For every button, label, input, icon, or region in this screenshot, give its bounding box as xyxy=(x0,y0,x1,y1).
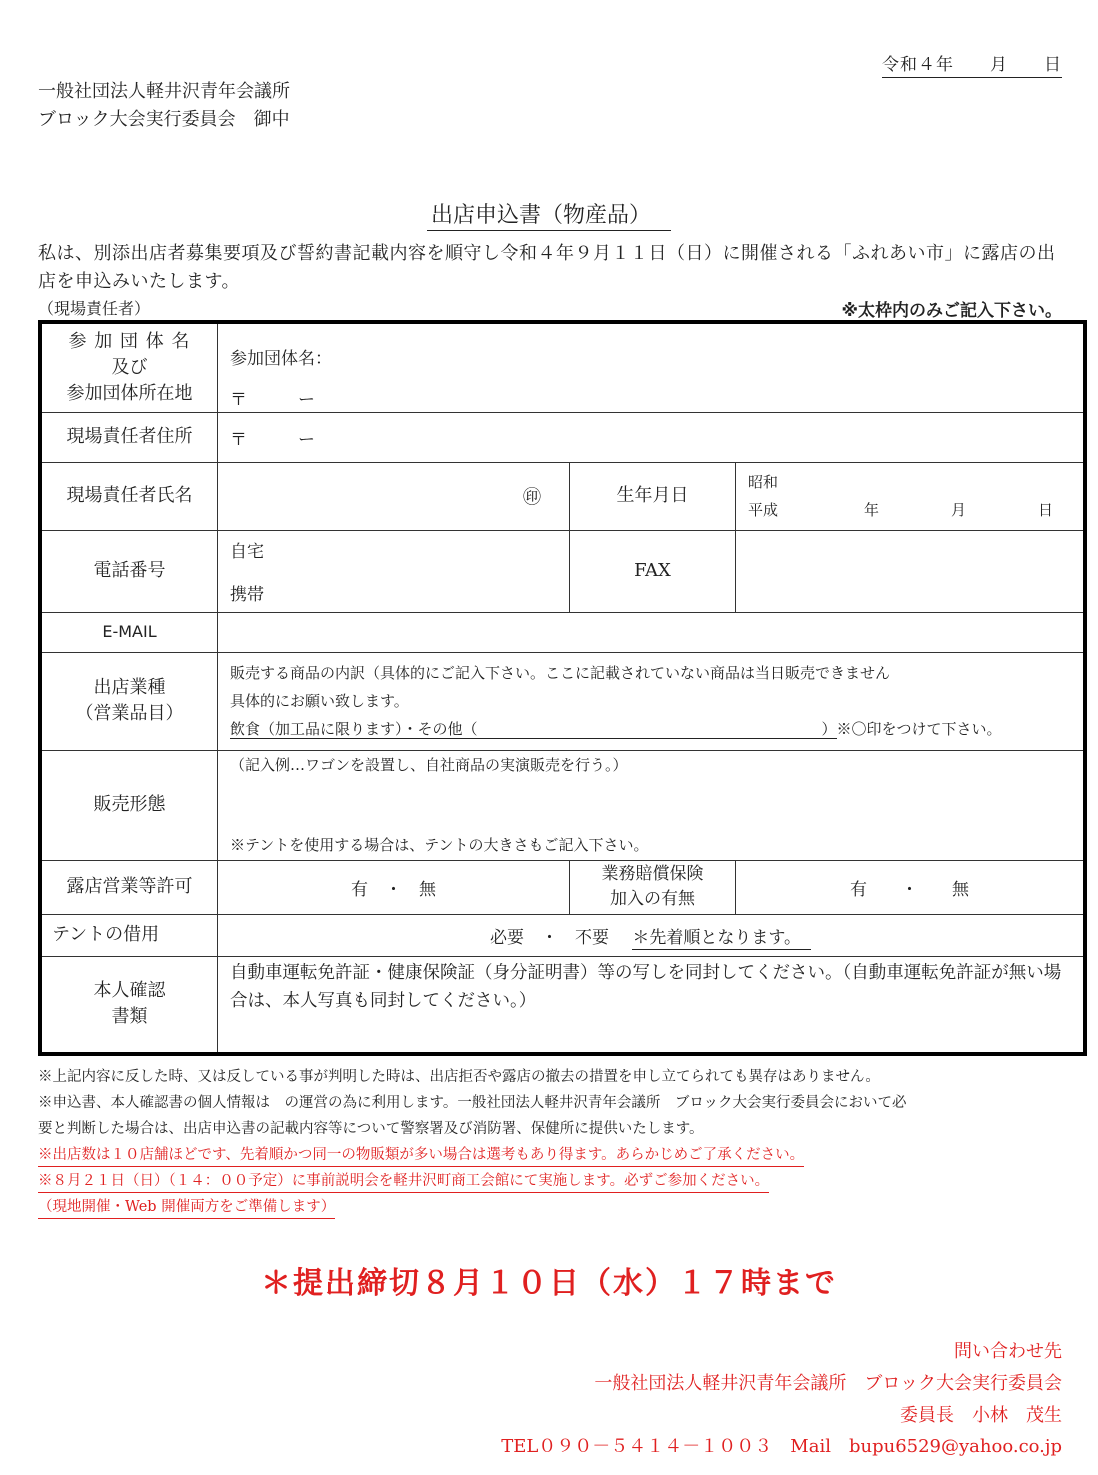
contact-block xyxy=(594,1336,1062,1432)
addr-label: 現場責任者住所 xyxy=(40,412,218,462)
addressee-org: 一般社団法人軽井沢青年会議所 xyxy=(38,81,290,102)
id-label: 本人確認 書類 xyxy=(40,956,218,1054)
biz-field[interactable]: 販売する商品の内訳（具体的にご記入下さい。ここに記載されていない商品は当日販売できません 具体的にお願い致します。 飲食（加工品に限ります）・その他（ ）※〇印をつけて下さい。 xyxy=(218,652,1086,750)
note-3: 要と判断した場合は、出店申込書の記載内容等について警察署及び消防署、保健所に提供いたします。 xyxy=(38,1121,704,1137)
email-label: E-MAIL xyxy=(40,612,218,652)
row-id-docs xyxy=(40,956,1085,1054)
insurance-choice[interactable]: 有 ・ 無 xyxy=(736,860,1086,914)
seal-mark: ㊞ xyxy=(523,487,541,508)
biz-note: ※〇印をつけて下さい。 xyxy=(836,720,1002,738)
contact-person: 委員長 小林 茂生 xyxy=(900,1405,1062,1426)
birth-field[interactable] xyxy=(736,462,1086,530)
contact-tel: TEL０９０－５４１４－１００３ Mail bupu6529@yahoo.co.jp xyxy=(501,1436,1062,1457)
home-label: 自宅 xyxy=(230,542,264,562)
addr-field[interactable]: 〒 ー xyxy=(218,412,1086,462)
era-showa: 昭和 xyxy=(748,473,779,491)
org-zip: 〒 ー xyxy=(230,390,315,410)
row-name xyxy=(40,462,1085,530)
application-form xyxy=(38,320,1087,1056)
biz-label: 出店業種 （営業品目） xyxy=(40,652,218,750)
biz-choice: 飲食（加工品に限ります）・その他（ xyxy=(230,720,478,738)
contact-org: 一般社団法人軽井沢青年会議所 ブロック大会実行委員会 xyxy=(594,1373,1062,1394)
phone-field[interactable] xyxy=(218,530,570,612)
note-2: ※申込書、本人確認書の個人情報は の運営の為に利用します。一般社団法人軽井沢青年会議所 ブロック大会実行委員会において必 xyxy=(38,1095,907,1111)
note-1: ※上記内容に反した時、又は反している事が判明した時は、出店拒否や露店の撤去の措置を申し立てられても異存はありません。 xyxy=(38,1069,880,1085)
tent-label: テントの借用 xyxy=(40,914,218,956)
name-field[interactable] xyxy=(218,462,570,530)
permit-choice[interactable]: 有 ・ 無 xyxy=(218,860,570,914)
fax-label: FAX xyxy=(570,530,736,612)
addressee-committee: ブロック大会実行委員会 御中 xyxy=(38,109,290,130)
top-note: ※太枠内のみご記入下さい。 xyxy=(841,301,1062,321)
org-name-label: 参加団体名： xyxy=(230,349,332,369)
addressee xyxy=(38,78,290,134)
red-note-3: （現地開催・Web 開催両方をご準備します） xyxy=(38,1196,335,1219)
row-address xyxy=(40,412,1085,462)
red-note-2: ※８月２１日（日）（１４：００予定）に事前説明会を軽井沢町商工会館にて実施します。必ずご参加ください。 xyxy=(38,1170,769,1193)
sales-example: （記入例…ワゴンを設置し、自社商品の実演販売を行う。） xyxy=(230,755,628,774)
row-business xyxy=(40,652,1085,750)
contact-heading: 問い合わせ先 xyxy=(954,1341,1062,1362)
tent-choice: 必要 ・ 不要 xyxy=(489,927,609,948)
responsible-label: （現場責任者） xyxy=(38,299,151,318)
org-field[interactable] xyxy=(218,322,1086,412)
insurance-label: 業務賠償保険 加入の有無 xyxy=(570,860,736,914)
date-line: 令和４年 月 日 xyxy=(882,50,1062,78)
email-field[interactable] xyxy=(218,612,1086,652)
row-phone xyxy=(40,530,1085,612)
tent-field[interactable] xyxy=(218,914,1086,956)
notes xyxy=(38,1064,1062,1220)
birth-label: 生年月日 xyxy=(570,462,736,530)
sales-note: ※テントを使用する場合は、テントの大きさもご記入下さい。 xyxy=(230,835,649,854)
deadline: ＊提出締切８月１０日（水）１７時まで xyxy=(261,1266,837,1301)
phone-label: 電話番号 xyxy=(40,530,218,612)
row-email xyxy=(40,612,1085,652)
org-label: 参 加 団 体 名 及び 参加団体所在地 xyxy=(40,322,218,412)
red-note-1: ※出店数は１０店舗ほどです、先着順かつ同一の物販類が多い場合は選考もあり得ます。あらかじめご了承ください。 xyxy=(38,1144,804,1167)
tent-note: ＊先着順となります。 xyxy=(632,928,811,950)
permit-label: 露店営業等許可 xyxy=(40,860,218,914)
id-text: 自動車運転免許証・健康保険証（身分証明書）等の写しを同封してください。（自動車運転免許証が無い場合は、本人写真も同封してください。） xyxy=(218,956,1086,1054)
era-heisei-row: 平成 年 月 日 xyxy=(748,501,1053,519)
row-sales xyxy=(40,750,1085,860)
page-title: 出店申込書（物産品） xyxy=(0,198,1098,229)
mobile-label: 携帯 xyxy=(230,585,264,605)
fax-field[interactable] xyxy=(736,530,1086,612)
intro-text: 私は、別添出店者募集要項及び誓約書記載内容を順守し令和４年９月１１日（日）に開催される「ふれあい市」に露店の出店を申込みいたします。 xyxy=(38,243,1056,292)
row-organization xyxy=(40,322,1085,412)
row-permit xyxy=(40,860,1085,914)
name-label: 現場責任者氏名 xyxy=(40,462,218,530)
row-tent xyxy=(40,914,1085,956)
sales-label: 販売形態 xyxy=(40,750,218,860)
sales-field[interactable] xyxy=(218,750,1086,860)
